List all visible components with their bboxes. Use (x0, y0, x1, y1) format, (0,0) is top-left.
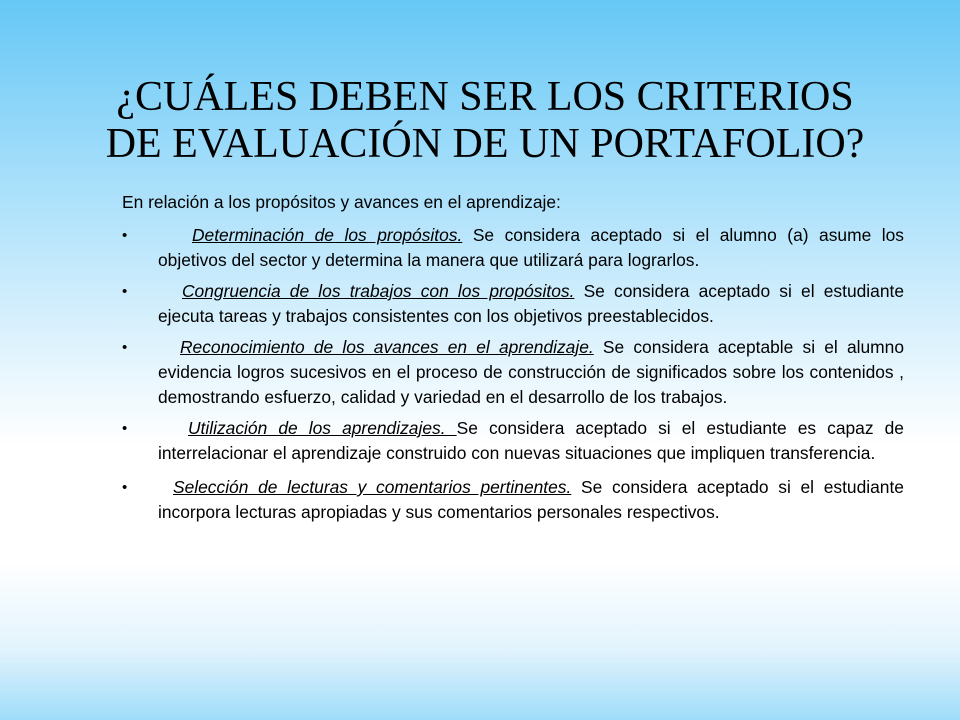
criteria-item (122, 223, 904, 273)
criteria-item-text: Se considera aceptable si el alumno evidencia logros sucesivos en el proceso de construcción de significados sobre los contenidos , demostrando esfuerzo, calidad y variedad en el desarrollo de los trabajos. (158, 337, 904, 407)
bullet-icon: • (122, 227, 128, 244)
criteria-list (122, 223, 904, 525)
slide-title-line-1: ¿CUÁLES DEBEN SER LOS CRITERIOS (116, 74, 854, 120)
bullet-icon: • (122, 339, 128, 356)
intro-text: En relación a los propósitos y avances en el aprendizaje: (122, 192, 561, 212)
bullet-icon: • (122, 283, 128, 300)
criteria-item (122, 279, 904, 329)
criteria-item-title: Utilización de los aprendizajes. (188, 418, 457, 438)
criteria-item-text: Se considera aceptado si el alumno (a) asume los objetivos del sector y determina la manera que utilizará para lograrlos. (158, 225, 904, 270)
bullet-icon: • (122, 479, 128, 496)
criteria-item (122, 416, 904, 466)
criteria-item-text: Se considera aceptado si el estudiante incorpora lecturas apropiadas y sus comentarios personales respectivos. (158, 477, 904, 522)
criteria-item (122, 475, 904, 525)
criteria-item-title: Congruencia de los trabajos con los propósitos. (182, 281, 575, 301)
slide-body (122, 190, 904, 531)
criteria-item-title: Reconocimiento de los avances en el aprendizaje. (180, 337, 594, 357)
bullet-icon: • (122, 420, 128, 437)
slide-title (60, 74, 910, 168)
criteria-item-title: Selección de lecturas y comentarios pertinentes. (173, 477, 572, 497)
criteria-item-text: Se considera aceptado si el estudiante es capaz de interrelacionar el aprendizaje construido con nuevas situaciones que impliquen transferencia. (158, 418, 904, 463)
slide-title-line-2: DE EVALUACIÓN DE UN PORTAFOLIO? (105, 121, 865, 167)
criteria-item-title: Determinación de los propósitos. (192, 225, 463, 245)
criteria-item-text: Se considera aceptado si el estudiante ejecuta tareas y trabajos consistentes con los objetivos preestablecidos. (158, 281, 904, 326)
criteria-item (122, 335, 904, 410)
